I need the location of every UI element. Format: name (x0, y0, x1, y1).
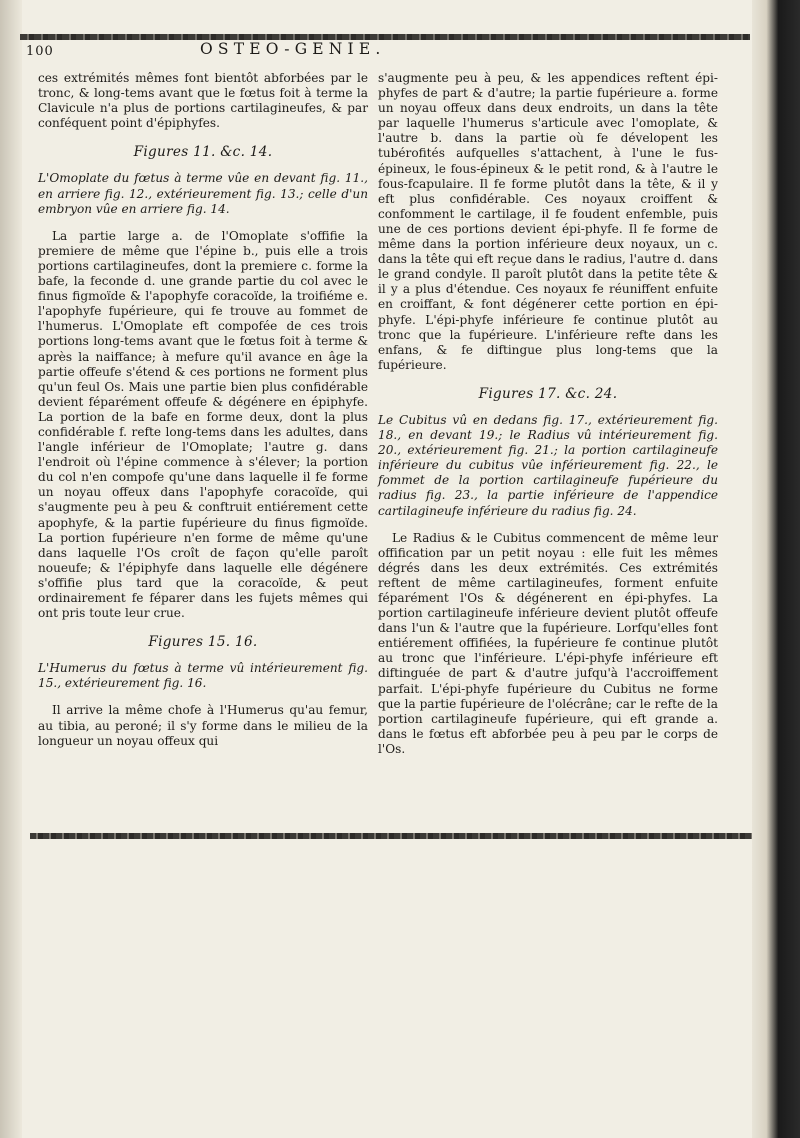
figure-caption-humerus: L'Humerus du fœtus à terme vû intérieurement fig. 15., extérieurement fig. 16. (38, 661, 368, 691)
right-column (378, 71, 718, 757)
left-column (38, 71, 368, 749)
figure-caption-omoplate: L'Omoplate du fœtus à terme vûe en devant fig. 11., en arriere fig. 12., extérieurement fig. 13.; celle d'un embryon vûe en arriere fig. 14. (38, 171, 368, 216)
figure-heading-15-16: Figures 15. 16. (148, 634, 258, 651)
page-right-edge (752, 0, 800, 1138)
figure-caption-cubitus-radius: Le Cubitus vû en dedans fig. 17., extérieurement fig. 18., en devant 19.; le Radius vû intérieurement fig. 20., extérieurement fig. 21.; la portion cartilagineufe inférieure du cubitus vûe inférieurement fig. 22., le fommet de la portion cartilagineufe fupérieure du radius fig. 23., la partie inférieure de l'appendice cartilagineufe inférieure du radius fig. 24. (378, 412, 718, 518)
left-paragraph-1: ces extrémités mêmes font bientôt abforbées par le tronc, & long-tems avant que le fœtus foit à terme la Clavicule n'a plus de portions cartilagineufes, & par conféquent point d'épiphyfes. (38, 71, 368, 131)
running-head: OSTEO-GENIE. (200, 40, 386, 58)
page-number: 100 (26, 44, 54, 59)
bottom-decorative-rule (30, 833, 752, 839)
right-paragraph-2: Le Radius & le Cubitus commencent de même leur offification par un petit noyau : elle fuit les mêmes dégrés dans les deux extrémités. Ces extrémités reftent de même cartilagineufes, forment enfuite féparément l'Os & dégénerent en épi-phyfes. La portion cartilagineufe inférieure devient plutôt offeufe dans l'un & l'autre que la fupérieure. Lorfqu'elles font entiérement offifiées, la fupérieure fe continue plutôt au tronc que l'inférieure. L'épi-phyfe inférieure eft diftinguée de part & d'autre jufqu'à l'accroiffement parfait. L'épi-phyfe fupérieure du Cubitus ne forme que la partie fupérieure de l'olécrâne; car le refte de la portion cartilagineufe fupérieure, qui eft grande a. dans le fœtus eft abforbée peu à peu par le corps de l'Os. (378, 530, 718, 756)
page-left-edge (0, 0, 22, 1138)
right-paragraph-1: s'augmente peu à peu, & les appendices reftent épi-phyfes de part & d'autre; la partie fupérieure a. forme un noyau offeux dans deux endroits, un dans la tête par laquelle l'humerus s'articule avec l'omoplate, & l'autre b. dans la partie où fe dévelopent les tubérofités aufquelles s'attachent, à l'une le fus-épineux, le fous-épineux & le petit rond, & à l'autre le fous-fcapulaire. Il fe forme plutôt dans la tête, & il y eft plus confidérable. Ces noyaux croiffent & confomment le cartilage, il fe foudent enfemble, puis une de ces portions devient épi-phyfe. Il fe forme de même dans la portion inférieure deux noyaux, un c. dans la tête qui eft reçue dans le radius, l'autre d. dans le grand condyle. Il paroît plutôt dans la petite tête & il y a plus d'étendue. Ces noyaux fe réuniffent enfuite en croiffant, & font dégénerer cette portion en épi-phyfe. L'épi-phyfe inférieure fe continue plutôt au tronc que la fupérieure. L'inférieure refte dans les enfans, & fe diftingue plus long-tems que la fupérieure. (378, 71, 718, 372)
figure-heading-17-24: Figures 17. &c. 24. (478, 385, 618, 402)
left-paragraph-2: La partie large a. de l'Omoplate s'offifie la premiere de même que l'épine b., puis elle a trois portions cartilagineufes, dont la premiere c. forme la bafe, la feconde d. une grande partie du col avec le finus figmoïde & l'apophyfe coracoïde, la troifiéme e. l'apophyfe fupérieure, qui fe trouve au fommet de l'humerus. L'Omoplate eft compofée de ces trois portions long-tems avant que le fœtus foit à terme & après la naiffance; à mefure qu'il avance en âge la partie offeufe s'étend & ces portions ne forment plus qu'un feul Os. Mais une partie bien plus confidérable devient féparément offeufe & dégénere en épiphyfe. La portion de la bafe en forme deux, dont la plus confidérable f. refte long-tems dans les adultes, dans l'angle inférieur de l'Omoplate; l'autre g. dans l'endroit où l'épine commence à s'élever; la portion du col n'en compofe qu'une dans laquelle il fe forme un noyau offeux dans l'apophyfe coracoïde, qui s'augmente peu à peu & conftruit entiérement cette apophyfe, & la partie fupérieure du finus figmoïde. La portion fupérieure n'en forme de même qu'une dans laquelle l'Os croît de façon qu'elle paroît noueufe; & l'épiphyfe dans laquelle elle dégénere s'offifie plus tard que la coracoïde, & peut ordinairement fe féparer dans les fujets mêmes qui ont pris toute leur crue. (38, 228, 368, 621)
left-paragraph-3: Il arrive la même chofe à l'Humerus qu'au femur, au tibia, au peroné; il s'y forme dans le milieu de la longueur un noyau offeux qui (38, 703, 368, 748)
figure-heading-11-14: Figures 11. &c. 14. (133, 144, 273, 161)
